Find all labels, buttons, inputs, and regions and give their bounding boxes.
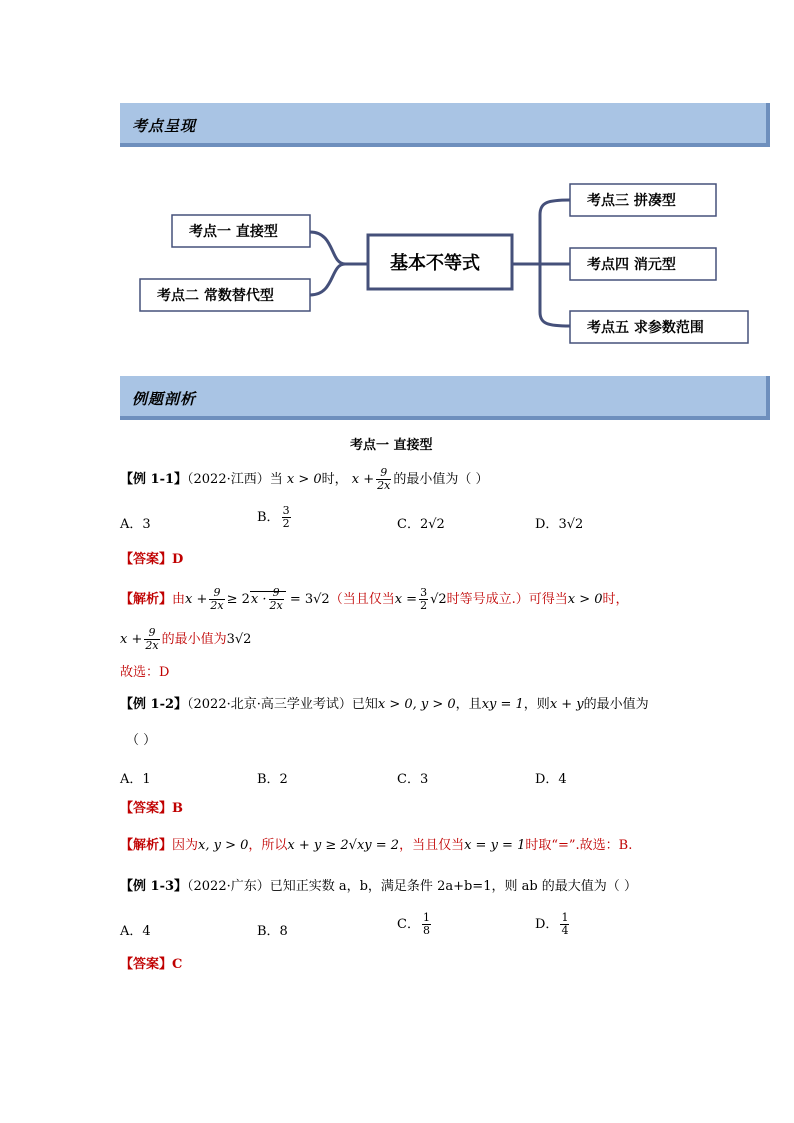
topic-heading: 考点一 直接型	[350, 438, 433, 453]
option-a: A．1	[120, 772, 151, 787]
analysis-line-1: 【解析】由x + $\frac{9}{2x}$ ≥ 2x · $\frac{9}{2x}$ = 3√2（当且仅当x = $\frac{3}{2}$ √2时等号成立.）可得当x > 0时，	[120, 586, 629, 612]
option-a: A．3	[120, 517, 151, 532]
answer: 【答案】C	[120, 957, 183, 972]
mind-map	[0, 170, 794, 350]
example-1-1-question: 【例 1-1】（2022·江西）当 x > 0时， x + $\frac{9}{2x}$ 的最小值为（ ）	[120, 466, 489, 492]
option-c: C．3	[397, 772, 429, 787]
option-d: D．3√2	[535, 517, 584, 532]
section-title: 考点呈现	[132, 117, 197, 135]
option-b: B． $\frac{3}{2}$	[257, 504, 290, 530]
mindmap-label-left-1: 考点一 直接型	[189, 224, 278, 240]
mindmap-label-right-1: 考点三 拼凑型	[587, 193, 676, 209]
option-b: B．2	[257, 772, 288, 787]
option-c: C． $\frac{1}{8}$	[397, 911, 430, 937]
example-1-3-question: 【例 1-3】（2022·广东）已知正实数 a，b，满足条件 2a+b=1，则 ab 的最大值为（ ）	[120, 879, 637, 894]
option-d: D． $\frac{1}{4}$	[535, 911, 569, 937]
option-a: A．4	[120, 924, 151, 939]
mindmap-label-left-2: 考点二 常数替代型	[157, 288, 274, 304]
section-banner-examples	[120, 376, 770, 420]
option-b: B．8	[257, 924, 288, 939]
section-title: 例题剖析	[132, 390, 197, 408]
mindmap-label-right-2: 考点四 消元型	[587, 257, 676, 273]
analysis-line-2: x + $\frac{9}{2x}$ 的最小值为3√2	[120, 626, 252, 652]
mindmap-center-label: 基本不等式	[390, 253, 480, 274]
option-d: D．4	[535, 772, 567, 787]
answer: 【答案】D	[120, 552, 184, 567]
conclusion: 故选：D	[120, 665, 170, 680]
answer: 【答案】B	[120, 801, 183, 816]
example-tag: 【例 1-1】	[120, 472, 188, 487]
example-1-2-question: 【例 1-2】（2022·北京·高三学业考试）已知x > 0, y > 0，且xy = 1，则x + y的最小值为	[120, 697, 649, 712]
example-1-2-paren: （ ）	[126, 733, 157, 748]
section-banner-overview	[120, 103, 770, 147]
analysis: 【解析】因为x, y > 0，所以x + y ≥ 2√xy = 2，当且仅当x = y = 1时取“=”.故选：B.	[120, 838, 633, 853]
mindmap-label-right-3: 考点五 求参数范围	[587, 320, 704, 336]
option-c: C．2√2	[397, 517, 445, 532]
